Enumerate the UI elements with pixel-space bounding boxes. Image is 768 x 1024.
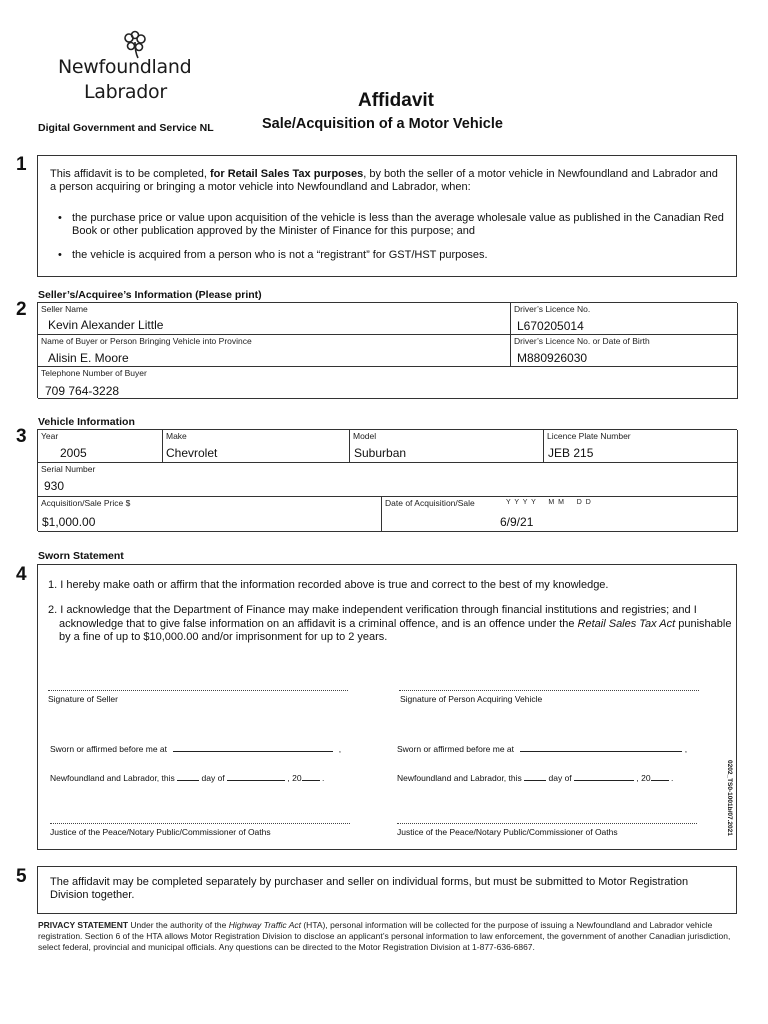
bullet-item-2 bbox=[58, 249, 724, 262]
section-number-2: 2 bbox=[16, 299, 27, 320]
statement-2-pre: 2. I acknowledge that the Department of Finance may make independent verification through financial institutions and registries; and I acknowledge that to give false information on an affidavit is a criminal offence, and is an offence under the bbox=[48, 604, 697, 630]
section-number-4: 4 bbox=[16, 564, 27, 585]
section-5-text: The affidavit may be completed separately by purchaser and seller on individual forms, but must be submitted to Motor Registration Division together. bbox=[50, 876, 689, 901]
sale-date-value: 6/9/21 bbox=[500, 515, 534, 529]
statement-1: 1. I hereby make oath or affirm that the information recorded above is true and correct to the best of my knowledge. bbox=[48, 579, 609, 591]
form-title: Affidavit bbox=[358, 90, 434, 111]
buyer-name-value: Alisin E. Moore bbox=[48, 351, 129, 365]
bullet-icon: • bbox=[58, 212, 62, 224]
buyer-sworn-before bbox=[397, 743, 687, 754]
year-field[interactable] bbox=[38, 430, 163, 463]
buyer-phone-value: 709 764-3228 bbox=[45, 384, 120, 398]
buyer-licence-label: Driver’s Licence No. or Date of Birth bbox=[514, 336, 650, 346]
buyer-phone-field[interactable] bbox=[38, 367, 738, 399]
buyer-justice-signature-line[interactable] bbox=[397, 823, 697, 824]
section-3-heading: Vehicle Information bbox=[38, 416, 135, 428]
year-prefix-text: , 20 bbox=[287, 773, 302, 783]
department-name: Digital Government and Service NL bbox=[38, 122, 214, 134]
bullet-1-text: the purchase price or value upon acquisition of the vehicle is less than the average wholesale value as published in the Canadian Red Book or other publication approved by the Minister of Finance for this purpose; and bbox=[72, 212, 724, 237]
statement-2-act: Retail Sales Tax Act bbox=[577, 617, 676, 630]
privacy-statement bbox=[38, 920, 734, 953]
section-number-3: 3 bbox=[16, 426, 27, 447]
seller-licence-label: Driver’s Licence No. bbox=[514, 304, 591, 314]
licence-plate-field[interactable] bbox=[544, 430, 738, 463]
buyer-phone-label: Telephone Number of Buyer bbox=[41, 368, 147, 378]
section-number-1: 1 bbox=[16, 154, 27, 175]
privacy-post: (HTA), personal information will be collected for the purpose of issuing a Newfoundland and Labrador vehicle registration. Section 6 of the HTA allows Motor Registration Division to disclose an applicant’s personal information to law enforcement, the government of another Canadian jurisdiction, select federal, provincial and municipal officials. Any questions can be directed to the Motor Registration Division at 1-877-636-6867. bbox=[38, 920, 731, 952]
buyer-name-field[interactable] bbox=[38, 335, 511, 367]
intro-bold: for Retail Sales Tax purposes bbox=[210, 168, 364, 180]
seller-signature-label: Signature of Seller bbox=[48, 694, 118, 704]
licence-plate-label: Licence Plate Number bbox=[547, 431, 631, 441]
section-1-box bbox=[37, 155, 737, 277]
seller-name-label: Seller Name bbox=[41, 304, 88, 314]
section-5-box bbox=[37, 866, 737, 914]
intro-text bbox=[50, 168, 726, 194]
sworn-before-text: Sworn or affirmed before me at bbox=[397, 744, 515, 754]
period: . bbox=[670, 773, 674, 783]
form-subtitle: Sale/Acquisition of a Motor Vehicle bbox=[262, 116, 503, 132]
sale-price-field[interactable] bbox=[38, 497, 382, 532]
sale-price-label: Acquisition/Sale Price $ bbox=[41, 498, 131, 508]
buyer-sworn-place-field[interactable] bbox=[520, 743, 682, 752]
intro-pre: This affidavit is to be completed, bbox=[50, 168, 210, 180]
make-label: Make bbox=[166, 431, 187, 441]
serial-number-field[interactable] bbox=[38, 463, 738, 497]
bullet-item-1 bbox=[58, 212, 724, 238]
buyer-day-field[interactable] bbox=[524, 772, 546, 781]
comma: , bbox=[684, 744, 688, 754]
section-4-box bbox=[37, 564, 737, 850]
statement-2 bbox=[48, 604, 738, 645]
seller-sworn-before bbox=[50, 743, 341, 754]
seller-month-field[interactable] bbox=[227, 772, 285, 781]
sale-price-value: $1,000.00 bbox=[42, 515, 96, 529]
section-3-fields bbox=[37, 429, 737, 531]
privacy-act: Highway Traffic Act bbox=[228, 920, 301, 930]
seller-justice-signature-line[interactable] bbox=[50, 823, 350, 824]
privacy-pre: Under the authority of the bbox=[128, 920, 229, 930]
seller-signature-line[interactable] bbox=[48, 690, 348, 691]
privacy-label: PRIVACY STATEMENT bbox=[38, 920, 129, 930]
seller-justice-label: Justice of the Peace/Notary Public/Commissioner of Oaths bbox=[50, 827, 271, 837]
make-field[interactable] bbox=[163, 430, 350, 463]
statement-2-post: punishable by a fine of up to $10,000.00 and/or imprisonment for up to 2 years. bbox=[59, 617, 732, 643]
sale-date-label: Date of Acquisition/Sale bbox=[385, 498, 475, 508]
nl-logo bbox=[58, 30, 208, 110]
seller-name-field[interactable] bbox=[38, 303, 511, 335]
day-of-text: day of bbox=[548, 773, 572, 783]
model-label: Model bbox=[353, 431, 377, 441]
sale-date-field[interactable] bbox=[382, 497, 738, 532]
make-value: Chevrolet bbox=[166, 446, 218, 460]
seller-year-field[interactable] bbox=[302, 772, 320, 781]
seller-licence-field[interactable] bbox=[511, 303, 738, 335]
buyer-licence-value: M880926030 bbox=[517, 351, 588, 365]
buyer-sworn-date bbox=[397, 772, 673, 783]
buyer-name-label: Name of Buyer or Person Bringing Vehicle into Province bbox=[41, 336, 252, 346]
licence-plate-value: JEB 215 bbox=[548, 446, 594, 460]
place-pre-text: Newfoundland and Labrador, this bbox=[50, 773, 175, 783]
sworn-before-text: Sworn or affirmed before me at bbox=[50, 744, 168, 754]
logo-text-newfoundland: Newfoundland bbox=[58, 56, 192, 78]
seller-sworn-date bbox=[50, 772, 324, 783]
seller-name-value: Kevin Alexander Little bbox=[48, 318, 164, 332]
bullet-icon: • bbox=[58, 249, 62, 261]
model-value: Suburban bbox=[354, 446, 407, 460]
seller-licence-value: L670205014 bbox=[517, 319, 584, 333]
section-number-5: 5 bbox=[16, 866, 27, 887]
buyer-justice-label: Justice of the Peace/Notary Public/Commissioner of Oaths bbox=[397, 827, 618, 837]
seller-day-field[interactable] bbox=[177, 772, 199, 781]
form-code: 0202_TS0-1001b/07.2021 bbox=[726, 760, 733, 836]
serial-number-value: 930 bbox=[44, 479, 65, 493]
buyer-year-field[interactable] bbox=[651, 772, 669, 781]
serial-number-label: Serial Number bbox=[41, 464, 96, 474]
day-of-text: day of bbox=[201, 773, 225, 783]
buyer-licence-field[interactable] bbox=[511, 335, 738, 367]
year-prefix-text: , 20 bbox=[636, 773, 651, 783]
model-field[interactable] bbox=[350, 430, 544, 463]
section-2-heading: Seller’s/Acquiree’s Information (Please print) bbox=[38, 289, 262, 301]
buyer-signature-line[interactable] bbox=[399, 690, 699, 691]
section-4-heading: Sworn Statement bbox=[38, 550, 124, 562]
comma: , bbox=[338, 744, 342, 754]
place-pre-text: Newfoundland and Labrador, this bbox=[397, 773, 522, 783]
seller-sworn-place-field[interactable] bbox=[173, 743, 333, 752]
date-format-hint: Y Y Y Y M M D D bbox=[506, 499, 592, 506]
intro-post: , by both the seller of a motor vehicle in Newfoundland and Labrador and a person acquiring or bringing a motor vehicle into Newfoundland and Labrador, when: bbox=[50, 168, 718, 193]
period: . bbox=[321, 773, 325, 783]
bullet-2-text: the vehicle is acquired from a person who is not a “registrant” for GST/HST purposes. bbox=[72, 249, 488, 261]
year-label: Year bbox=[41, 431, 59, 441]
buyer-signature-label: Signature of Person Acquiring Vehicle bbox=[400, 694, 543, 704]
logo-text-labrador: Labrador bbox=[84, 81, 167, 103]
section-2-fields bbox=[37, 302, 737, 398]
year-value: 2005 bbox=[60, 446, 87, 460]
buyer-month-field[interactable] bbox=[574, 772, 634, 781]
